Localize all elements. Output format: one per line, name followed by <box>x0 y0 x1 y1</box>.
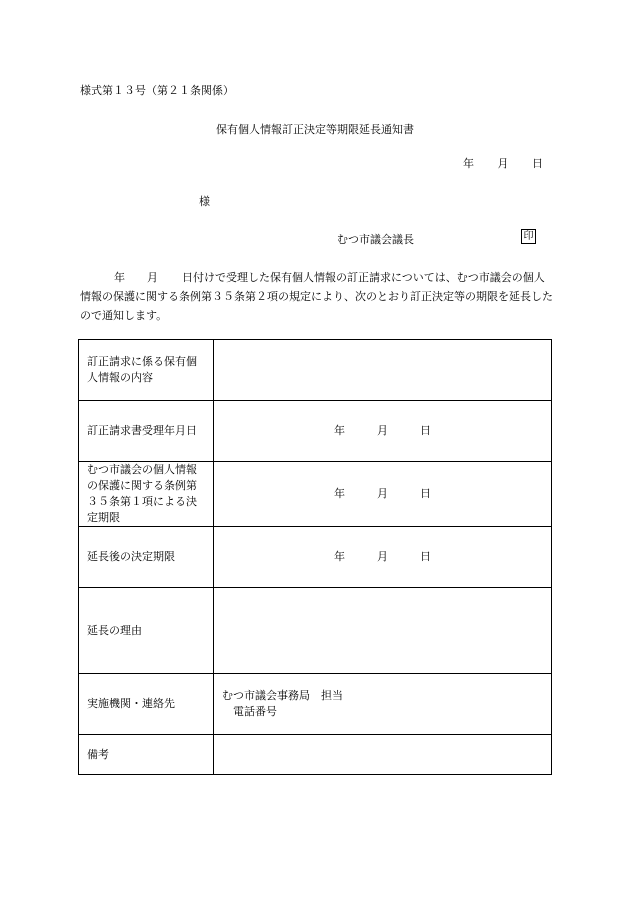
details-table <box>78 339 552 775</box>
table-row <box>79 462 552 527</box>
table-row <box>79 527 552 588</box>
contact-phone: 電話番号 <box>233 705 277 718</box>
row-label: 実施機関・連絡先 <box>79 674 214 735</box>
issue-date-month: 月 <box>497 157 509 170</box>
row-label: 備考 <box>79 735 214 775</box>
issue-date-day: 日 <box>532 157 543 170</box>
month-label: 月 <box>377 424 388 437</box>
form-number: 様式第１３号（第２１条関係） <box>80 84 234 97</box>
row-label: 訂正請求に係る保有個人情報の内容 <box>79 340 214 401</box>
table-row <box>79 735 552 775</box>
date-cell <box>214 527 552 588</box>
year-label: 年 <box>334 550 345 563</box>
contact-office: むつ市議会事務局 担当 <box>222 689 343 702</box>
table-row <box>79 401 552 462</box>
date-cell <box>214 462 552 527</box>
date-cell <box>214 401 552 462</box>
value-cell <box>214 588 552 674</box>
row-label: 延長後の決定期限 <box>79 527 214 588</box>
year-label: 年 <box>334 424 345 437</box>
value-cell <box>214 735 552 775</box>
table-row <box>79 340 552 401</box>
year-label: 年 <box>334 487 345 500</box>
issue-date-year: 年 <box>463 157 474 170</box>
day-label: 日 <box>420 550 431 563</box>
row-label: 延長の理由 <box>79 588 214 674</box>
body-text: 日付けで受理した保有個人情報の訂正請求については、むつ市議会の個人情報の保護に関する条例第３５条第２項の規定により、次のとおり訂正決定等の期限を延長したので通知します。 <box>80 271 553 322</box>
issue-date <box>463 155 563 171</box>
day-label: 日 <box>420 424 431 437</box>
value-cell <box>214 340 552 401</box>
seal-mark: 印 <box>521 229 536 244</box>
body-month: 月 <box>147 271 158 284</box>
table-row <box>79 588 552 674</box>
row-label: むつ市議会の個人情報の保護に関する条例第３５条第１項による決定期限 <box>79 462 214 527</box>
document-title: 保有個人情報訂正決定等期限延長通知書 <box>216 123 414 136</box>
recipient-suffix: 様 <box>199 195 210 208</box>
contact-cell <box>214 674 552 735</box>
day-label: 日 <box>420 487 431 500</box>
body-year: 年 <box>114 271 125 284</box>
sender-name: むつ市議会議長 <box>337 233 414 246</box>
month-label: 月 <box>377 487 388 500</box>
table-row <box>79 674 552 735</box>
row-label: 訂正請求書受理年月日 <box>79 401 214 462</box>
notice-body <box>80 268 554 325</box>
month-label: 月 <box>377 550 388 563</box>
